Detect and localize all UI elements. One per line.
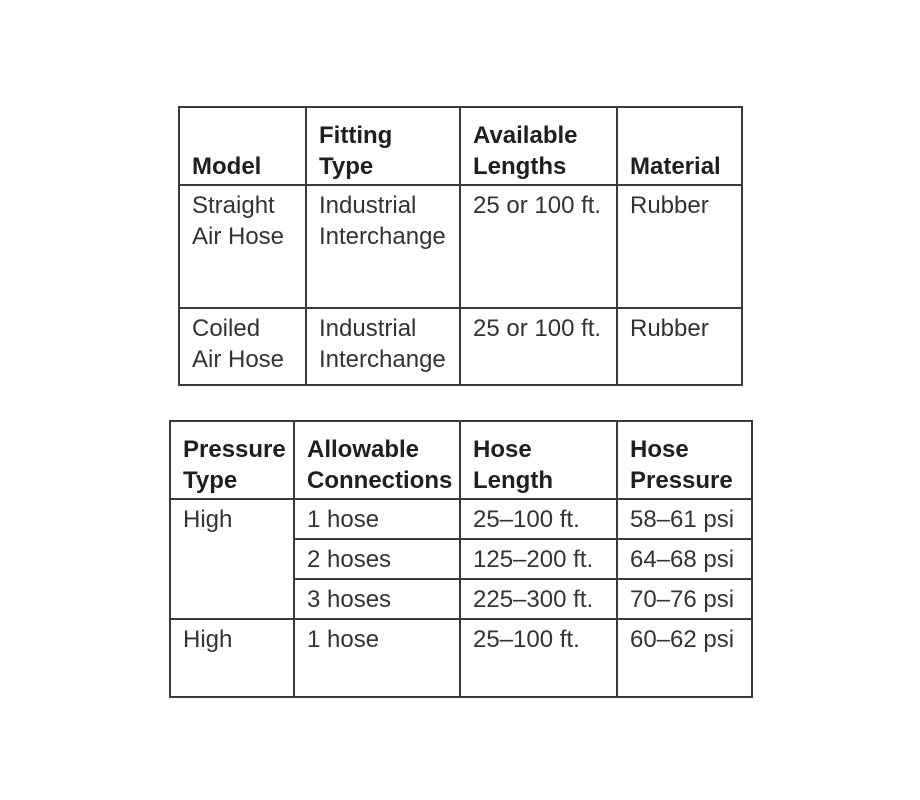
table-row xyxy=(179,185,742,308)
header-hose-length: Hose Length xyxy=(460,421,617,499)
table-row xyxy=(170,619,752,697)
cell-lengths: 25 or 100 ft. xyxy=(460,185,617,308)
cell-hose-pressure: 60–62 psi xyxy=(617,619,752,697)
cell-hose-length: 125–200 ft. xyxy=(460,539,617,579)
table-row xyxy=(179,308,742,385)
table-header-row xyxy=(179,107,742,185)
hose-models-table xyxy=(178,106,743,386)
cell-connections: 3 hoses xyxy=(294,579,460,619)
header-material: Material xyxy=(617,107,742,185)
table-header-row xyxy=(170,421,752,499)
cell-pressure-type: High xyxy=(170,499,294,619)
cell-fitting: Industrial Interchange xyxy=(306,185,460,308)
cell-fitting: Industrial Interchange xyxy=(306,308,460,385)
cell-model: Straight Air Hose xyxy=(179,185,306,308)
cell-model: Coiled Air Hose xyxy=(179,308,306,385)
hose-pressure-table xyxy=(169,420,753,698)
header-allowable-connections: Allowable Connections xyxy=(294,421,460,499)
cell-lengths: 25 or 100 ft. xyxy=(460,308,617,385)
header-model: Model xyxy=(179,107,306,185)
table-row xyxy=(170,499,752,539)
cell-hose-length: 25–100 ft. xyxy=(460,619,617,697)
cell-hose-length: 225–300 ft. xyxy=(460,579,617,619)
header-pressure-type: Pressure Type xyxy=(170,421,294,499)
cell-hose-pressure: 58–61 psi xyxy=(617,499,752,539)
cell-hose-pressure: 70–76 psi xyxy=(617,579,752,619)
cell-material: Rubber xyxy=(617,308,742,385)
header-hose-pressure: Hose Pressure xyxy=(617,421,752,499)
cell-connections: 2 hoses xyxy=(294,539,460,579)
cell-hose-pressure: 64–68 psi xyxy=(617,539,752,579)
cell-material: Rubber xyxy=(617,185,742,308)
cell-connections: 1 hose xyxy=(294,499,460,539)
cell-pressure-type: High xyxy=(170,619,294,697)
header-available-lengths: Available Lengths xyxy=(460,107,617,185)
cell-connections: 1 hose xyxy=(294,619,460,697)
cell-hose-length: 25–100 ft. xyxy=(460,499,617,539)
header-fitting-type: Fitting Type xyxy=(306,107,460,185)
